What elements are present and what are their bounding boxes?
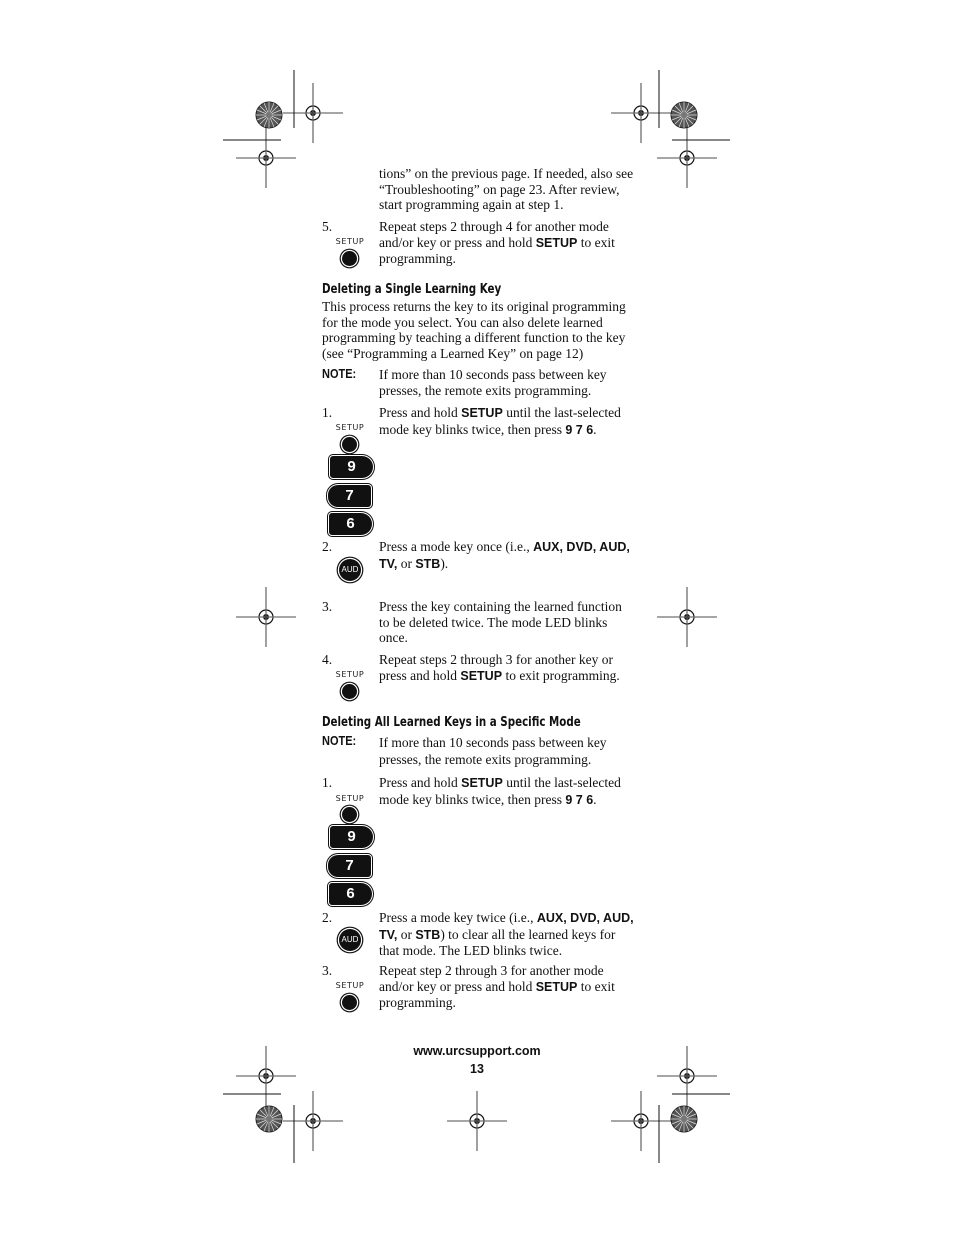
step-text: Repeat step 2 through 3 for another mode and/or key or press and hold SETUP to exit programming.: [379, 963, 615, 1011]
step-text: Press and hold SETUP until the last-selected mode key blinks twice, then press 9 7 6.: [379, 775, 621, 807]
setup-key-icon: [342, 251, 357, 266]
key-7-icon: 7: [328, 485, 371, 507]
footer-url: www.urcsupport.com: [413, 1044, 541, 1058]
page-number: 13: [470, 1062, 484, 1076]
step-text: Press a mode key once (i.e., AUX, DVD, AUD, TV, or STB).: [379, 539, 630, 571]
aud-key-icon: AUD: [339, 929, 361, 951]
aud-key-icon: AUD: [339, 559, 361, 581]
step-text: Repeat steps 2 through 4 for another mode and/or key or press and hold SETUP to exit programming.: [379, 219, 615, 267]
step-number: 1.: [322, 405, 333, 420]
step-text: Press and hold SETUP until the last-selected mode key blinks twice, then press 9 7 6.: [379, 405, 621, 437]
step-text: Repeat steps 2 through 3 for another key or press and hold SETUP to exit programming.: [379, 652, 620, 683]
step-text: Press the key containing the learned function to be deleted twice. The mode LED blinks once.: [379, 599, 622, 646]
section-heading: Deleting a Single Learning Key: [322, 282, 502, 297]
key-9-icon: 9: [330, 456, 373, 478]
key-6-icon: 6: [329, 883, 372, 905]
setup-key-icon: [342, 684, 357, 699]
section-intro: This process returns the key to its original programming for the mode you select. You can also delete learned programming by teaching a different function to the key (see “Programming a Learned Key” on page 12): [322, 299, 626, 361]
step-number: 5.: [322, 219, 333, 234]
step-number: 2.: [322, 539, 333, 554]
setup-key-icon: [342, 807, 357, 822]
intro-continuation: tions” on the previous page. If needed, also see “Troubleshooting” on page 23. After review, start programming again at step 1.: [379, 166, 634, 213]
key-7-icon: 7: [328, 855, 371, 877]
note-text: If more than 10 seconds pass between key presses, the remote exits programming.: [379, 735, 607, 767]
key-6-icon: 6: [329, 513, 372, 535]
setup-key-label: SETUP: [335, 423, 365, 432]
setup-key-label: SETUP: [335, 981, 365, 990]
step-text: Press a mode key twice (i.e., AUX, DVD, AUD, TV, or STB) to clear all the learned keys for that mode. The LED blinks twice.: [379, 910, 634, 959]
setup-key-label: SETUP: [335, 670, 365, 679]
setup-key-icon: [342, 437, 357, 452]
setup-key-icon: [342, 995, 357, 1010]
step-number: 2.: [322, 910, 333, 925]
step-number: 4.: [322, 652, 333, 667]
step-number: 1.: [322, 775, 333, 790]
note-label: NOTE:: [322, 367, 357, 381]
setup-key-label: SETUP: [335, 794, 365, 803]
note-text: If more than 10 seconds pass between key presses, the remote exits programming.: [379, 367, 607, 398]
key-9-icon: 9: [330, 826, 373, 848]
section-heading: Deleting All Learned Keys in a Specific Mode: [322, 715, 581, 730]
note-label: NOTE:: [322, 734, 357, 748]
step-number: 3.: [322, 963, 333, 978]
step-number: 3.: [322, 599, 333, 614]
setup-key-label: SETUP: [335, 237, 365, 246]
